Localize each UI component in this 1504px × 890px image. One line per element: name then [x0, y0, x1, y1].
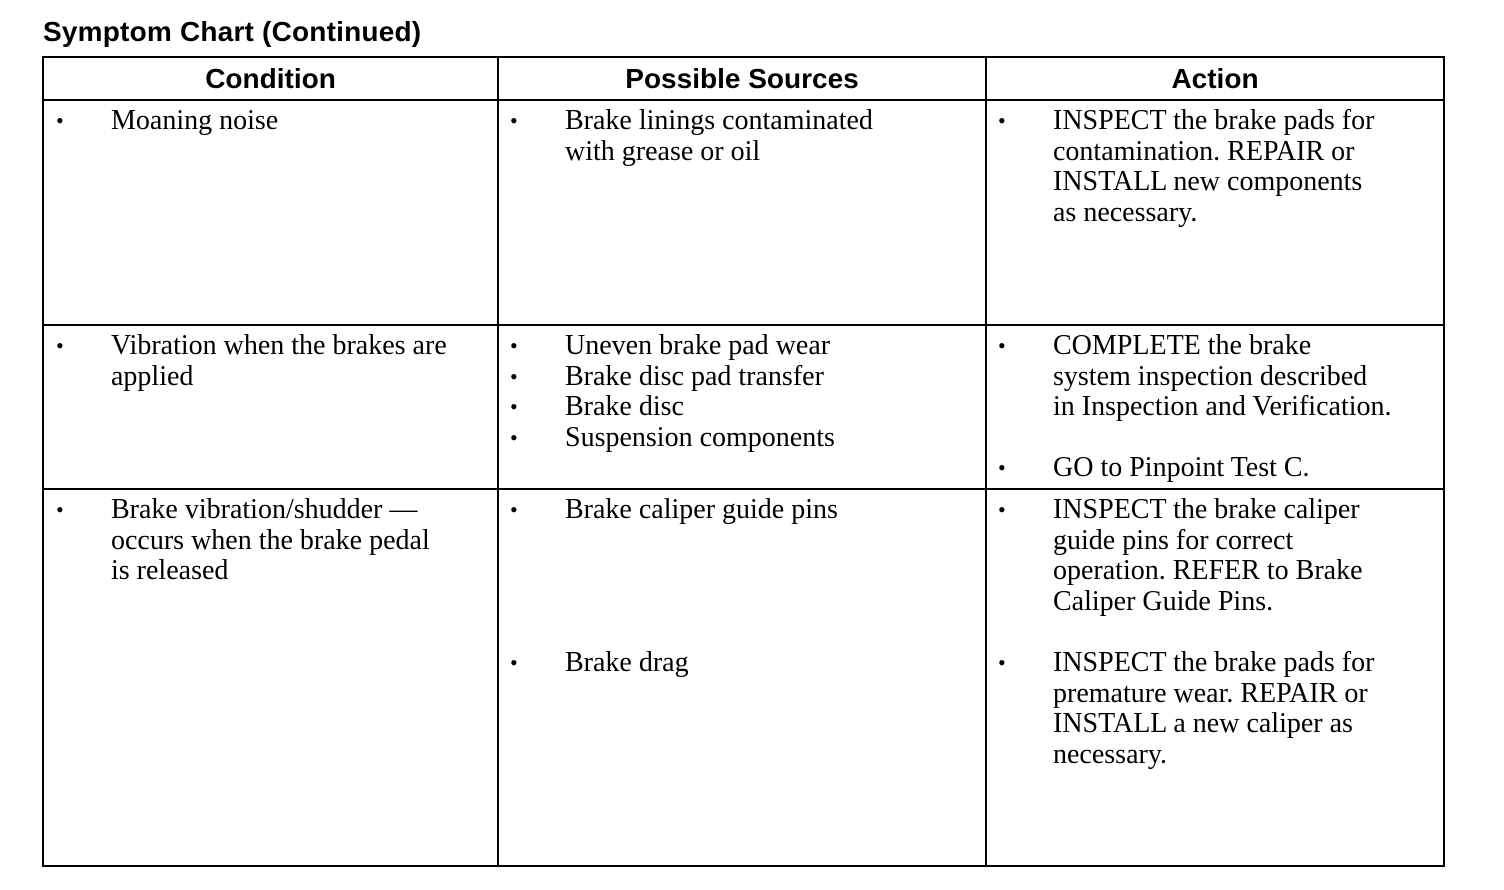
- bullet-icon: •: [998, 455, 1006, 480]
- bullet-icon: •: [510, 363, 518, 389]
- symptom-table: [42, 56, 1445, 867]
- row-3-sources: • Brake caliper guide pins • Brake drag: [510, 494, 838, 678]
- header-action: Action: [1171, 63, 1259, 94]
- row-1-condition: • Moaning noise: [56, 105, 279, 136]
- row-1-actions: • INSPECT the brake pads for contamination. REPAIR or INSTALL new components as necessary.: [998, 105, 1375, 228]
- page-title: Symptom Chart (Continued): [43, 16, 422, 47]
- bullet-icon: •: [998, 497, 1006, 522]
- column-divider: [497, 58, 499, 865]
- row-2-condition: • Vibration when the brakes are applied: [56, 330, 447, 392]
- bullet-icon: •: [510, 394, 518, 419]
- header-possible-sources: Possible Sources: [625, 63, 859, 94]
- bullet-icon: •: [56, 333, 64, 358]
- row-1-sources: • Brake linings contaminated with grease or oil: [510, 105, 873, 167]
- bullet-icon: •: [510, 424, 518, 450]
- bullet-icon: •: [510, 497, 518, 522]
- row-3-actions: • INSPECT the brake caliper guide pins for correct operation. REFER to Brake Caliper Guide Pins. • INSPECT the brake pads for premature wear. REPAIR or INSTALL a new caliper as necessary.: [998, 494, 1375, 770]
- row-divider: [44, 324, 1443, 326]
- column-divider: [985, 58, 987, 865]
- bullet-icon: •: [998, 650, 1006, 675]
- header-condition: Condition: [205, 63, 336, 94]
- bullet-icon: •: [510, 333, 518, 358]
- bullet-icon: •: [56, 497, 64, 522]
- row-3-condition: • Brake vibration/shudder — occurs when the brake pedal is released: [56, 494, 430, 586]
- bullet-icon: •: [510, 108, 518, 133]
- row-2-actions: • COMPLETE the brake system inspection described in Inspection and Verification. • GO to Pinpoint Test C.: [998, 330, 1392, 483]
- bullet-icon: •: [998, 333, 1006, 358]
- bullet-icon: •: [56, 108, 64, 133]
- row-2-sources: • Uneven brake pad wear • Brake disc pad transfer • Brake disc • Suspension components: [510, 330, 835, 453]
- bullet-icon: •: [998, 108, 1006, 133]
- row-divider: [44, 488, 1443, 490]
- bullet-icon: •: [510, 650, 518, 675]
